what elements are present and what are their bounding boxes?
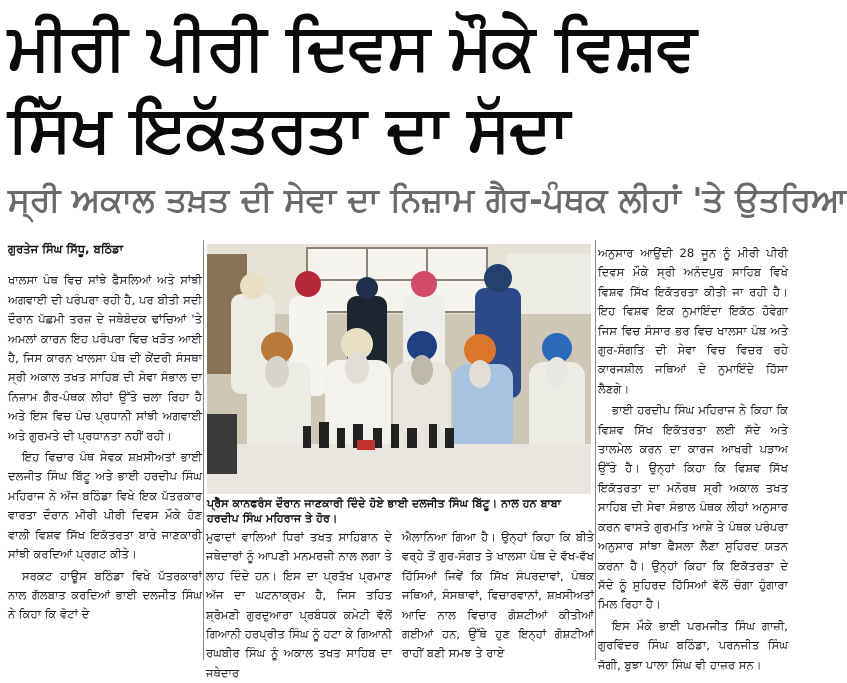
paragraph: ਇਸ ਮੌਕੇ ਭਾਈ ਪਰਮਜੀਤ ਸਿੰਘ ਗਾਜ਼ੀ, ਗੁਰਵਿੰਦਰ ਸਿੰਘ ਬਠਿੰਡਾ, ਪਰਨਜੀਤ ਸਿੰਘ ਜੱਗੀ, ਬੁਝਾ ਪਾਲਾ ਸਿੰਘ ਵੀ ਹਾਜ਼ਰ ਸਨ। bbox=[598, 618, 788, 672]
turban-1 bbox=[240, 273, 266, 299]
photo-illustration bbox=[207, 244, 591, 494]
paragraph: ਮੁਫਾਦਾਂ ਵਾਲਿਆਂ ਧਿਰਾਂ ਤਖਤ ਸਾਹਿਬਾਨ ਦੇ ਜਥੇਦਾਰਾਂ ਨੂੰ ਆਪਣੀ ਮਨਮਰਜ਼ੀ ਨਾਲ ਲਗਾ ਤੇ ਲਾਹ ਦਿੰਦੇ ਹਨ। ਇਸ ਦਾ ਪ੍ਰਤੱਖ ਪ੍ਰਮਾਣ ਅੱਜ ਦਾ ਘਟਨਾਕ੍ਰਮ ਹੈ, ਜਿਸ ਤਹਿਤ ਸ਼੍ਰੋਮਣੀ ਗੁਰਦੁਆਰਾ ਪ੍ਰਬੰਧਕ ਕਮੇਟੀ ਵੱਲੋਂ ਗਿਆਨੀ ਹਰਪ੍ਰੀਤ ਸਿੰਘ ਨੂੰ ਹਟਾ ਕੇ ਗਿਆਨੀ ਰਘਬੀਰ ਸਿੰਘ ਨੂੰ ਅਕਾਲ ਤਖਤ ਸਾਹਿਬ ਦਾ ਜਥੇਦਾਰ bbox=[206, 530, 392, 680]
subheadline: ਸ੍ਰੀ ਅਕਾਲ ਤਖ਼ਤ ਦੀ ਸੇਵਾ ਦਾ ਨਿਜ਼ਾਮ ਗੈਰ-ਪੰਥਕ ਲੀਹਾਂ 'ਤੇ ਉਤਰਿਆ bbox=[8, 180, 847, 219]
byline: ਗੁਰਤੇਜ ਸਿੰਘ ਸਿੱਧੂ, ਬਠਿੰਡਾ bbox=[8, 242, 124, 256]
article-column-3 bbox=[598, 244, 788, 672]
article-column-2 bbox=[206, 528, 594, 680]
column-divider-left bbox=[203, 240, 204, 660]
paragraph: ਸਰਕਟ ਹਾਊਸ ਬਠਿੰਡਾ ਵਿਖੇ ਪੱਤਰਕਾਰਾਂ ਨਾਲ ਗੱਲਬਾਤ ਕਰਦਿਆਂ ਭਾਈ ਦਲਜੀਤ ਸਿੰਘ ਨੇ ਕਿਹਾ ਕਿ ਵੋਟਾਂ ਦੇ bbox=[8, 568, 202, 622]
headline-line-1: ਮੀਰੀ ਪੀਰੀ ਦਿਵਸ ਮੌਕੇ ਵਿਸ਼ਵ bbox=[8, 11, 696, 85]
press-conference-photo bbox=[207, 244, 591, 494]
turban-3 bbox=[356, 277, 378, 299]
paragraph: ਖਾਲਸਾ ਪੰਥ ਵਿਚ ਸਾਂਝੇ ਫੈਸਲਿਆਂ ਅਤੇ ਸਾਂਝੀ ਅਗਵਾਈ ਦੀ ਪਰੰਪਰਾ ਰਹੀ ਹੈ, ਪਰ ਬੀਤੀ ਸਦੀ ਦੌਰਾਨ ਪੱਛਮੀ ਤਰਜ਼ ਦੇ ਜਥੇਬੰਦਕ ਢਾਂਚਿਆਂ 'ਤੇ ਅਮਲਾਂ ਕਾਰਨ ਇਹ ਪਰੰਪਰਾ ਵਿਚ ਖੜੋਤ ਆਈ ਹੈ, ਜਿਸ ਕਾਰਨ ਖਾਲਸਾ ਪੰਥ ਦੀ ਕੇਂਦਰੀ ਸੰਸਥਾ ਸ੍ਰੀ ਅਕਾਲ ਤਖਤ ਸਾਹਿਬ ਦੀ ਸੇਵਾ ਸੰਭਾਲ ਦਾ ਨਿਜ਼ਾਮ ਗੈਰ-ਪੰਥਕ ਲੀਹਾਂ ਉੱਤੇ ਚਲਾ ਰਿਹਾ ਹੈ ਅਤੇ ਇਸ ਵਿਚ ਪੰਚ ਪ੍ਰਧਾਨੀ ਸਾਂਝੀ ਅਗਵਾਈ ਅਤੇ ਗੁਰਮਤੇ ਦੀ ਪ੍ਰਧਾਨਤਾ ਨਹੀਂ ਰਹੀ। bbox=[8, 273, 202, 443]
column-divider-right bbox=[595, 240, 596, 660]
turban-4 bbox=[411, 271, 437, 297]
photo-caption: ਪ੍ਰੈੱਸ ਕਾਨਫਰੰਸ ਦੌਰਾਨ ਜਾਣਕਾਰੀ ਦਿੰਦੇ ਹੋਏ ਭਾਈ ਦਲਜੀਤ ਸਿੰਘ ਬਿੱਟੂ। ਨਾਲ ਹਨ ਬਾਬਾ ਹਰਦੀਪ ਸਿੰਘ ਮਹਿਰਾਜ ਤੇ ਹੋਰ। bbox=[207, 497, 561, 525]
headline-line-2: ਸਿੱਖ ਇਕੱਤਰਤਾ ਦਾ ਸੱਦਾ bbox=[8, 93, 569, 167]
turban-5 bbox=[484, 264, 512, 292]
paragraph: ਅਨੁਸਾਰ ਆਉਂਦੀ 28 ਜੂਨ ਨੂੰ ਮੀਰੀ ਪੀਰੀ ਦਿਵਸ ਮੌਕੇ ਸ੍ਰੀ ਅਨੰਦਪੁਰ ਸਾਹਿਬ ਵਿਖੇ ਵਿਸ਼ਵ ਸਿੱਖ ਇਕੱਤਰਤਾ ਕੀਤੀ ਜਾ ਰਹੀ ਹੈ। ਇਹ ਵਿਸ਼ਵ ਇਕ ਨੁਮਾਇੰਦਾ ਇਕੱਠ ਹੋਵੇਗਾ ਜਿਸ ਵਿਚ ਸੰਸਾਰ ਭਰ ਵਿਚ ਖਾਲਸਾ ਪੰਥ ਅਤੇ ਗੁਰ-ਸੰਗਤਿ ਦੀ ਸੇਵਾ ਵਿਚ ਵਿਚਰ ਰਹੇ ਕਾਰਜਸ਼ੀਲ ਜਥਿਆਂ ਦੇ ਨੁਮਾਇੰਦੇ ਹਿੱਸਾ ਲੈਣਗੇ। bbox=[598, 246, 788, 396]
paragraph: ਐਲਾਨਿਆ ਗਿਆ ਹੈ। ਉਨ੍ਹਾਂ ਕਿਹਾ ਕਿ ਬੀਤੇ ਵਰ੍ਹੇ ਤੋਂ ਗੁਰ-ਸੰਗਤ ਤੇ ਖਾਲਸਾ ਪੰਥ ਦੇ ਵੱਖ-ਵੱਖ ਹਿੱਸਿਆਂ ਜਿਵੇਂ ਕਿ ਸਿੱਖ ਸੰਪਰਦਾਵਾਂ, ਪੰਥਕ ਜਥਿਆਂ, ਸੰਸਥਾਵਾਂ, ਵਿਚਾਰਵਾਨਾਂ, ਸ਼ਖ਼ਸੀਅਤਾਂ ਆਦਿ ਨਾਲ ਵਿਚਾਰ ਗੋਸ਼ਟੀਆਂ ਕੀਤੀਆਂ ਗਈਆਂ ਹਨ, ਉੱਥੇ ਹੁਣ ਇਨ੍ਹਾਂ ਗੋਸ਼ਟੀਆਂ ਰਾਹੀਂ ਬਣੀ ਸਮਝ ਤੇ ਰਾਏ bbox=[402, 530, 594, 661]
paragraph: ਇਹ ਵਿਚਾਰ ਪੰਥ ਸੇਵਕ ਸ਼ਖ਼ਸੀਅਤਾਂ ਭਾਈ ਦਲਜੀਤ ਸਿੰਘ ਬਿੱਟੂ ਅਤੇ ਭਾਈ ਹਰਦੀਪ ਸਿੰਘ ਮਹਿਰਾਜ ਨੇ ਅੱਜ ਬਠਿੰਡਾ ਵਿਖੇ ਇਕ ਪੱਤਰਕਾਰ ਵਾਰਤਾ ਦੌਰਾਨ ਮੀਰੀ ਪੀਰੀ ਦਿਵਸ ਮੌਕੇ ਹੋਣ ਵਾਲੀ ਵਿਸ਼ਵ ਸਿੱਖ ਇਕੱਤਰਤਾ ਬਾਰੇ ਜਾਣਕਾਰੀ ਸਾਂਝੀ ਕਰਦਿਆਂ ਪ੍ਰਗਟ ਕੀਤੇ। bbox=[8, 450, 202, 562]
article-column-1 bbox=[8, 240, 202, 660]
paragraph: ਭਾਈ ਹਰਦੀਪ ਸਿੰਘ ਮਹਿਰਾਜ ਨੇ ਕਿਹਾ ਕਿ ਵਿਸ਼ਵ ਸਿੱਖ ਇਕੱਤਰਤਾ ਲਈ ਸੱਦੇ ਅਤੇ ਤਾਲਮੇਲ ਕਰਨ ਦਾ ਕਾਰਜ ਆਖਰੀ ਪੜਾਅ ਉੱਤੇ ਹੈ। ਉਨ੍ਹਾਂ ਕਿਹਾ ਕਿ ਵਿਸ਼ਵ ਸਿੱਖ ਇਕੱਤਰਤਾ ਦਾ ਮਨੋਰਥ ਸ੍ਰੀ ਅਕਾਲ ਤਖਤ ਸਾਹਿਬ ਦੀ ਸੇਵਾ ਸੰਭਾਲ ਪੰਥਕ ਲੀਹਾਂ ਅਨੁਸਾਰ ਕਰਨ ਵਾਸਤੇ ਗੁਰਮਤਿ ਆਸ਼ੇ ਤੇ ਪੰਥਕ ਪਰੰਪਰਾ ਅਨੁਸਾਰ ਸਾਂਝਾ ਫੈਸਲਾ ਲੈਣਾ ਸੁਹਿਰਦ ਯਤਨ ਕਰਨਾ ਹੈ। ਉਨ੍ਹਾਂ ਕਿਹਾ ਕਿ ਇਕੱਤਰਤਾ ਦੇ ਸੱਦੇ ਨੂੰ ਸੁਹਿਰਦ ਹਿੱਸਿਆਂ ਵੱਲੋਂ ਚੰਗਾ ਹੁੰਗਾਰਾ ਮਿਲ ਰਿਹਾ ਹੈ। bbox=[598, 403, 788, 612]
turban-2 bbox=[295, 271, 321, 297]
